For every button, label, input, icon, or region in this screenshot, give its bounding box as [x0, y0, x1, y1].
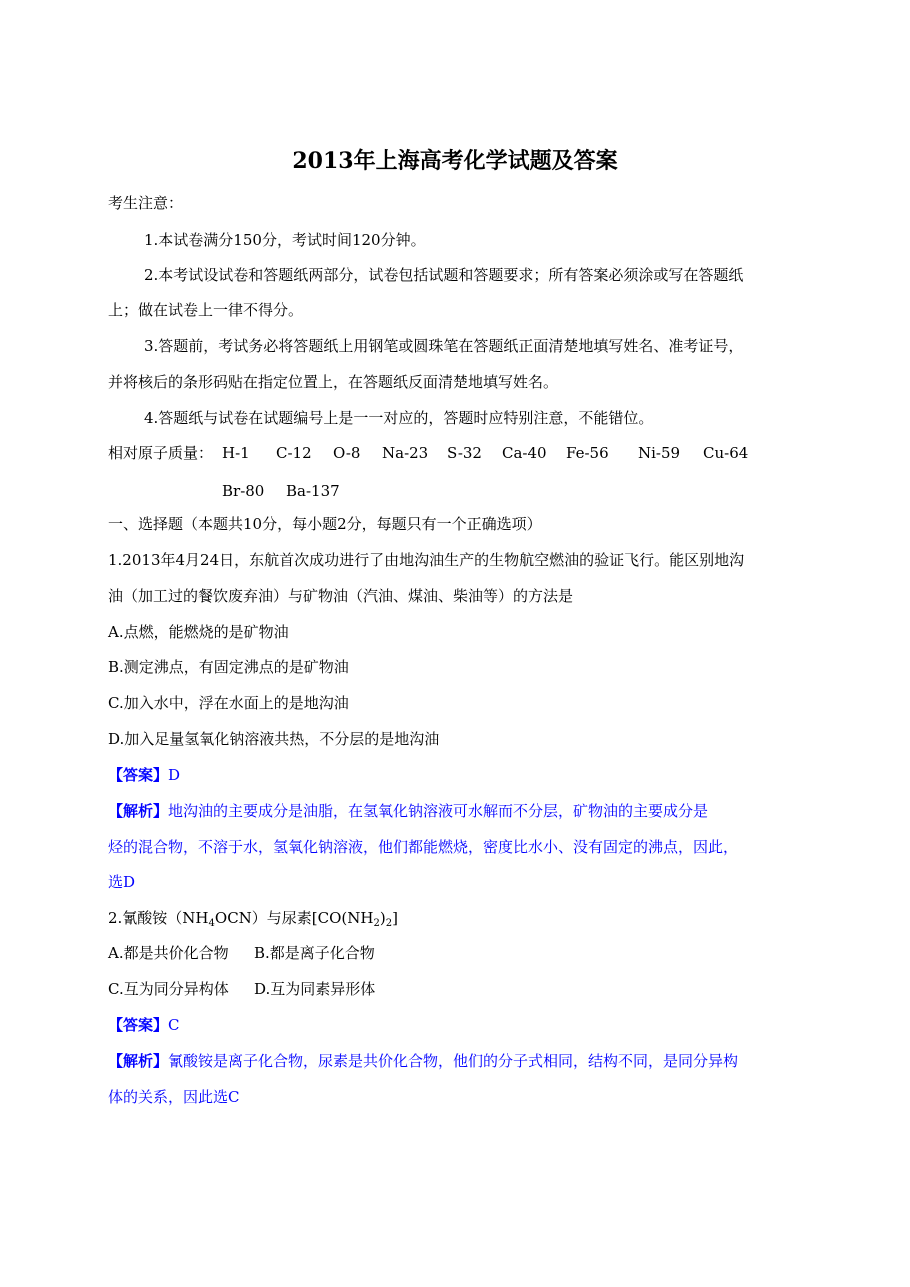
notice-item: 1.本试卷满分150分，考试时间120分钟。 — [144, 231, 426, 249]
atomic-mass: Ca-40 — [502, 444, 547, 462]
notice-item: 上；做在试卷上一律不得分。 — [108, 301, 304, 319]
analysis-text: 氰酸铵是离子化合物，尿素是共价化合物，他们的分子式相同，结构不同，是同分异构 — [168, 1052, 739, 1070]
subscript: 4 — [208, 918, 215, 929]
analysis-label: 【解析】 — [108, 802, 169, 820]
analysis-text: 地沟油的主要成分是油脂，在氢氧化钠溶液可水解而不分层，矿物油的主要成分是 — [168, 802, 709, 820]
stem-part: 2.氰酸铵（NH — [108, 909, 209, 927]
atomic-mass: Br-80 — [222, 482, 265, 500]
atomic-mass: Ni-59 — [638, 444, 681, 462]
analysis-text: 体的关系，因此选C — [108, 1088, 240, 1106]
atomic-mass: Na-23 — [382, 444, 429, 462]
answer — [108, 1015, 180, 1035]
answer-label: 【答案】 — [108, 766, 169, 784]
analysis-text: 烃的混合物，不溶于水，氢氧化钠溶液，他们都能燃烧，密度比水小、没有固定的沸点，因此， — [108, 838, 739, 856]
notice-item: 4.答题纸与试卷在试题编号上是一一对应的，答题时应特别注意，不能错位。 — [144, 409, 654, 427]
option: D.加入足量氢氧化钠溶液共热，不分层的是地沟油 — [108, 730, 440, 748]
section-heading: 一、选择题（本题共10分，每小题2分，每题只有一个正确选项） — [108, 515, 542, 533]
option: B.测定沸点，有固定沸点的是矿物油 — [108, 658, 349, 676]
question-stem: 1.2013年4月24日，东航首次成功进行了由地沟油生产的生物航空燃油的验证飞行。能区别地沟 — [108, 551, 745, 569]
atomic-mass: O-8 — [333, 444, 361, 462]
atomic-mass: Ba-137 — [286, 482, 340, 500]
stem-part: ) — [379, 909, 386, 927]
atomic-mass: C-12 — [276, 444, 312, 462]
question-stem: 油（加工过的餐饮废弃油）与矿物油（汽油、煤油、柴油等）的方法是 — [108, 587, 574, 605]
subscript: 2 — [373, 918, 380, 929]
notice-item: 并将核后的条形码贴在指定位置上，在答题纸反面清楚地填写姓名。 — [108, 373, 559, 391]
answer-value: D — [168, 766, 181, 784]
option: B.都是离子化合物 — [254, 944, 375, 962]
answer-value: C — [168, 1016, 180, 1034]
analysis — [108, 1051, 738, 1071]
atomic-mass: S-32 — [447, 444, 482, 462]
notice-item: 2.本考试设试卷和答题纸两部分，试卷包括试题和答题要求；所有答案必须涂或写在答题纸 — [144, 266, 744, 284]
atomic-mass: Fe-56 — [566, 444, 609, 462]
subscript: 2 — [385, 918, 393, 929]
option: A.都是共价化合物 — [108, 944, 229, 962]
analysis-text: 选D — [108, 873, 136, 891]
atomic-mass: H-1 — [222, 444, 250, 462]
option: C.互为同分异构体 — [108, 980, 229, 998]
document-title: 2013年上海高考化学试题及答案 — [292, 148, 618, 174]
atomic-mass-label: 相对原子质量： — [108, 444, 214, 462]
answer-label: 【答案】 — [108, 1016, 169, 1034]
question-stem — [108, 908, 398, 928]
stem-part: OCN）与尿素[CO(NH — [214, 909, 374, 927]
option: C.加入水中，浮在水面上的是地沟油 — [108, 694, 349, 712]
atomic-mass: Cu-64 — [703, 444, 749, 462]
analysis-label: 【解析】 — [108, 1052, 169, 1070]
stem-part: ] — [392, 909, 398, 927]
analysis — [108, 801, 708, 821]
notice-item: 3.答题前，考试务必将答题纸上用钢笔或圆珠笔在答题纸正面清楚地填写姓名、准考证号， — [144, 337, 744, 355]
answer — [108, 765, 180, 785]
notice-heading: 考生注意： — [108, 194, 184, 212]
option: A.点燃，能燃烧的是矿物油 — [108, 623, 289, 641]
option: D.互为同素异形体 — [254, 980, 376, 998]
